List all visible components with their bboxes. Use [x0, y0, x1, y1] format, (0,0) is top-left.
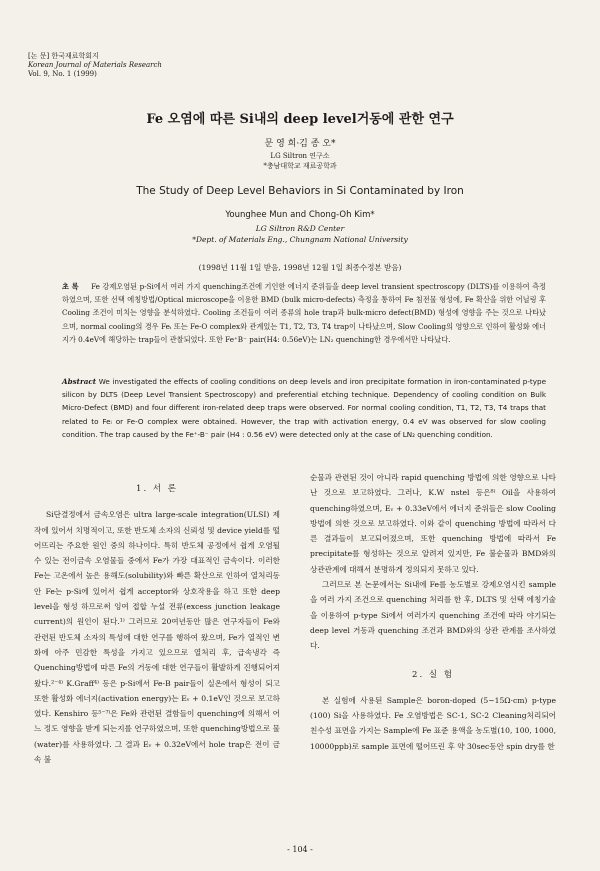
journal-name-ko: [논 문] 한국재료학회지: [28, 52, 99, 60]
received-date: (1998년 11월 1일 받음, 1998년 12월 1일 최종수정본 받음): [198, 263, 402, 272]
affiliation-ko-1: LG Siltron 연구소: [270, 152, 330, 160]
section-2-title: 2. 실 험: [412, 669, 454, 680]
journal-volume: Vol. 9, No. 1 (1999): [28, 70, 97, 78]
abstract-en-label: Abstract: [62, 377, 97, 386]
abstract-ko-label: 초 록: [62, 282, 79, 291]
affiliation-ko-2: *충남대학교 재료공학과: [263, 162, 337, 170]
abstract-en-text: We investigated the effects of cooling conditions on deep levels and iron precipitate formation in iron-contaminated p-type silicon by DLTS (Deep Level Transient Spectroscopy) and preferential etching technique. Dependency of cooling condition on Bulk Micro-Defect (BMD) and four different iron-related deep traps were observed. For normal cooling condition, T1, T2, T3, T4 traps that related to Feᵢ or Fe-O complex were obtained. However, the trap with activation energy, 0.4 eV was observed for slow cooling condition. The trap caused by the Fe⁺-B⁻ pair (H4 : 0.56 eV) were detected only at the case of LN₂ quenching condition.: [62, 377, 546, 439]
abstract-korean: [62, 280, 546, 346]
title-english: The Study of Deep Level Behaviors in Si Contaminated by Iron: [136, 185, 464, 197]
journal-header: [28, 52, 162, 79]
affiliation-en-1: LG Siltron R&D Center: [255, 224, 345, 233]
abstract-ko-text: Fe 강제오염된 p-Si에서 여러 가지 quenching조건에 기인한 에너지 준위들을 deep level transient spectroscopy (DLTS)를 이용하여 측정하였으며, 또한 선택 에칭방법/Optical microscope을 이용한 BMD (bulk micro-defects) 측정을 통하여 Fe 침전물 형성에, Fe 확산을 위한 어닐링 후 Cooling 조건이 미치는 영향을 분석하였다. Cooling 조건들이 여러 종류의 hole trap과 bulk-micro defect(BMD) 형성에 영향을 주는 것으로 나타났으며, normal cooling의 경우 Feᵢ 또는 Fe-O complex와 관계있는 T1, T2, T3, T4 trap이 나타났으며, Slow Cooling의 영향으로 인하여 활성화 에너지가 0.4eV에 해당하는 trap들이 관찰되었다. 또한 Fe⁺B⁻ pair(H4: 0.56eV)는 LN₂ quenching한 경우에서만 나타났다.: [62, 282, 546, 344]
authors-english: Younghee Mun and Chong-Oh Kim*: [225, 210, 375, 220]
abstract-english: [62, 375, 546, 441]
authors-korean: 문 영 희·김 종 오*: [264, 139, 336, 149]
journal-name-en: Korean Journal of Materials Research: [28, 61, 162, 69]
page-number: - 104 -: [287, 845, 313, 854]
left-column: [34, 482, 280, 767]
body-paragraph: 순물과 관련된 것이 아니라 rapid quenching 방법에 의한 영향으로 나타난 것으로 보고하였다. 그러나, K.W nstel 등은⁸⁾ Oil을 사용하여 quenching하였으며, Eᵥ + 0.33eV에서 에너지 준위들은 slow Cooling 방법에 의한 것으로 보고하였다. 이와 같이 quenching 방법에 따라서 다른 결과들이 보고되어졌으며, 또한 quenching 방법에 따라서 Fe precipitate를 형성하는 것으로 알려져 있지만, Fe 불순물과 BMD와의 상관관계에 대해서 분명하게 정의되지 못하고 있다.: [310, 473, 556, 574]
affiliation-en-2: *Dept. of Materials Eng., Chungnam National University: [192, 235, 408, 244]
affiliation-english: [0, 223, 600, 245]
body-paragraph: 본 실험에 사용된 Sample은 boron-doped (5~15Ω·cm) p-type (100) Si을 사용하였다. Fe 오염방법은 SC-1, SC-2 Cleaning처리되어 친수성 표면을 가지는 Sample에 Fe 표준 용액을 농도별(10, 100, 1000, 10000ppb)로 sample 표면에 떨어뜨린 후 약 30sec동안 spin dry를 한: [310, 695, 556, 751]
body-paragraph: Si단결정에서 금속오염은 ultra large-scale integration(ULSI) 제작에 있어서 치명적이고, 또한 반도체 소자의 신뢰성 및 device yield를 떨어뜨리는 주요한 원인 중의 하나이다. 특히 반도체 공정에서 쉽게 오염될 수 있는 전이금속 오염물들 중에서 Fe가 가장 대표적인 금속이다. 이러한 Fe는 고온에서 높은 용해도(solubility)와 빠른 확산으로 인하여 열처리동안 Fe는 p-Si에 있어서 쉽게 acceptor와 상호작용을 하고 또한 deep level을 형성 하므로써 잉여 접합 누설 전류(excess junction leakage current)의 원인이 된다.¹⁾ 그러므로 20여년동안 많은 연구자들이 Fe와 관련된 반도체 소자의 특성에 대한 연구를 행하여 왔으며, Fe가 열적인 변화에 아주 민감한 특성을 가지고 있으므로 열처리 후, 급속냉각 즉 Quenching방법에 따른 Fe의 거동에 대한 연구들이 활발하게 진행되어져 왔다.²⁻⁴⁾ K.Graff⁴⁾ 등은 p-Si에서 Fe-B pair들이 실온에서 형성이 되고 또한 활성화 에너지(activation energy)는 Eᵥ + 0.1eV인 것으로 보고하였다. Kenshiro 등⁵⁻⁷⁾은 Fe와 관련된 결함들이 quenching에 의해서 어느 정도 영향을 받게 되는지를 연구하였으며, 또한 quenching방법으로 물(water)를 사용하였다. 그 결과 Eᵥ + 0.32eV에서 hole trap은 전이 금속 불: [34, 510, 280, 765]
section-1-title: 1. 서 론: [136, 484, 178, 494]
body-paragraph: 그러므로 본 논문에서는 Si내에 Fe를 농도별로 강제오염시킨 sample을 여러 가지 조건으로 quenching 처리를 한 후, DLTS 및 선택 에칭기술을 이용하여 p-type Si에서 여러가지 quenching 조건에 따라 야기되는 deep level 거동과 quenching 조건과 BMD와의 상관 관계를 조사하였다.: [310, 580, 556, 651]
title-korean: Fe 오염에 따른 Si내의 deep level거동에 관한 연구: [146, 112, 454, 127]
right-column: [310, 470, 556, 754]
affiliation-korean: [0, 151, 600, 171]
